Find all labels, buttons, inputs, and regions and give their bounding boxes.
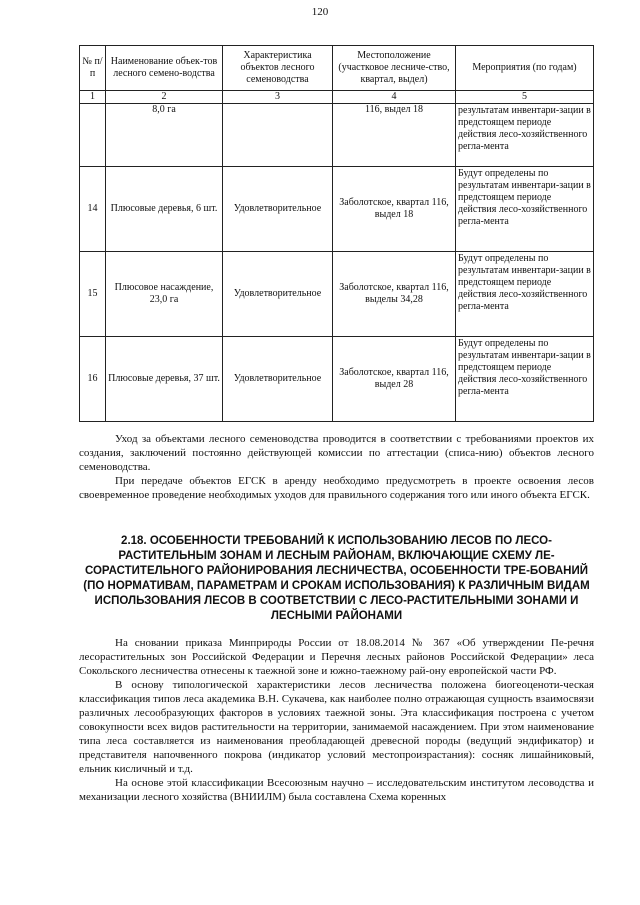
table-row bbox=[80, 337, 594, 422]
col-number: 3 bbox=[223, 91, 333, 104]
header-measures: Мероприятия (по годам) bbox=[456, 46, 594, 91]
cell-name: Плюсовое насаждение, 23,0 га bbox=[106, 252, 223, 337]
cell-name: Плюсовые деревья, 6 шт. bbox=[106, 167, 223, 252]
section-heading: 2.18. ОСОБЕННОСТИ ТРЕБОВАНИЙ К ИСПОЛЬЗОВАНИЮ ЛЕСОВ ПО ЛЕСО-РАСТИТЕЛЬНЫМ ЗОНАМ И ЛЕСНЫМ РАЙОНАМ, ВКЛЮЧАЮЩИЕ СХЕМУ ЛЕ-СОРАСТИТЕЛЬНОГО РАЙОНИРОВАНИЯ ЛЕСНИЧЕСТВА, ОСОБЕННОСТИ ТРЕ-БОВАНИЙ (ПО НОРМАТИВАМ, ПАРАМЕТРАМ И СРОКАМ ИСПОЛЬЗОВАНИЯ) К РАЗЛИЧНЫМ ВИДАМ ИСПОЛЬЗОВАНИЯ ЛЕСОВ В СООТВЕТСТВИИ С ЛЕСО-РАСТИТЕЛЬНЫМИ ЗОНАМИ И ЛЕСНЫМИ РАЙОНАМИ bbox=[83, 535, 590, 622]
paragraph: Уход за объектами лесного семеноводства проводится в соответствии с требованиями проектов их создания, заключений постоянно действующей комиссии по аттестации (списа-нию) объектов лесного семеноводства. bbox=[79, 433, 594, 473]
cell-characteristic bbox=[223, 104, 333, 167]
cell-measures: результатам инвентари-зации в предстоящем периоде действия лесо-хозяйственного регла-мента bbox=[456, 104, 594, 167]
cell-measures: Будут определены по результатам инвентари-зации в предстоящем периоде действия лесо-хозяйственного регла-мента bbox=[456, 337, 594, 422]
seed-objects-table bbox=[79, 45, 594, 422]
cell-characteristic: Удовлетворительное bbox=[223, 252, 333, 337]
cell-location: Заболотское, квартал 116, выдел 28 bbox=[333, 337, 456, 422]
cell-num: 16 bbox=[80, 337, 106, 422]
page-number: 120 bbox=[311, 6, 329, 18]
table-row bbox=[80, 252, 594, 337]
cell-location: Заболотское, квартал 116, выделы 34,28 bbox=[333, 252, 456, 337]
col-number: 5 bbox=[456, 91, 594, 104]
paragraph: В основу типологической характеристики лесов лесничества положена биогеоценоти-ческая классификация типов леса академика В.Н. Сукачева, как наиболее полно отражающая сущность взаимосвязи различных лесообразующих факторов в условиях таежной зоны. Эта классификация построена с учетом совокупности всех видов растительности на территории, занимаемой насаждением. При этом наименование типа леса составляется из наименования преобладающей древесной породы (ведущий эндификатор) и представителя напочвенного покрова (индикатор условий местопроизрастания): сосняк лишайниковый, ельник кисличный и т.д. bbox=[79, 679, 594, 775]
cell-num bbox=[80, 104, 106, 167]
paragraph: При передаче объектов ЕГСК в аренду необходимо предусмотреть в проекте освоения лесов своевременное проведение необходимых уходов для правильного содержания того или иного объекта ЕГСК. bbox=[79, 475, 594, 501]
column-numbers-row bbox=[80, 91, 594, 104]
table-row bbox=[80, 167, 594, 252]
col-number: 2 bbox=[106, 91, 223, 104]
cell-location: 116, выдел 18 bbox=[333, 104, 456, 167]
cell-measures: Будут определены по результатам инвентари-зации в предстоящем периоде действия лесо-хозяйственного регла-мента bbox=[456, 252, 594, 337]
table-row-continuation bbox=[80, 104, 594, 167]
cell-name: Плюсовые деревья, 37 шт. bbox=[106, 337, 223, 422]
care-paragraphs bbox=[79, 432, 594, 502]
header-location: Местоположение (участковое лесничe-ство, квартал, выдел) bbox=[333, 46, 456, 91]
table-header-row bbox=[80, 46, 594, 91]
cell-name: 8,0 га bbox=[106, 104, 223, 167]
cell-location: Заболотское, квартал 116, выдел 18 bbox=[333, 167, 456, 252]
header-characteristic: Характеристика объектов лесного семеноводства bbox=[223, 46, 333, 91]
col-number: 1 bbox=[80, 91, 106, 104]
cell-num: 14 bbox=[80, 167, 106, 252]
cell-num: 15 bbox=[80, 252, 106, 337]
cell-characteristic: Удовлетворительное bbox=[223, 337, 333, 422]
header-num: № п/п bbox=[80, 46, 106, 91]
paragraph: На основе этой классификации Всесоюзным научно – исследовательским институтом лесоводства и механизации лесного хозяйства (ВНИИЛМ) была составлена Схема коренных bbox=[79, 777, 594, 803]
col-number: 4 bbox=[333, 91, 456, 104]
paragraph: На сновании приказа Минприроды России от 18.08.2014 № 367 «Об утверждении Пе-речня лесорастительных зон Российской Федерации и Перечня лесных районов Российской Федерации» леса Сокольского лесничества отнесены к таежной зоне и южно-таежному рай-ону европейской части РФ. bbox=[79, 637, 594, 677]
body-paragraphs bbox=[79, 636, 594, 804]
cell-measures: Будут определены по результатам инвентари-зации в предстоящем периоде действия лесо-хозяйственного регла-мента bbox=[456, 167, 594, 252]
cell-characteristic: Удовлетворительное bbox=[223, 167, 333, 252]
header-name: Наименование объек-тов лесного семено-водства bbox=[106, 46, 223, 91]
